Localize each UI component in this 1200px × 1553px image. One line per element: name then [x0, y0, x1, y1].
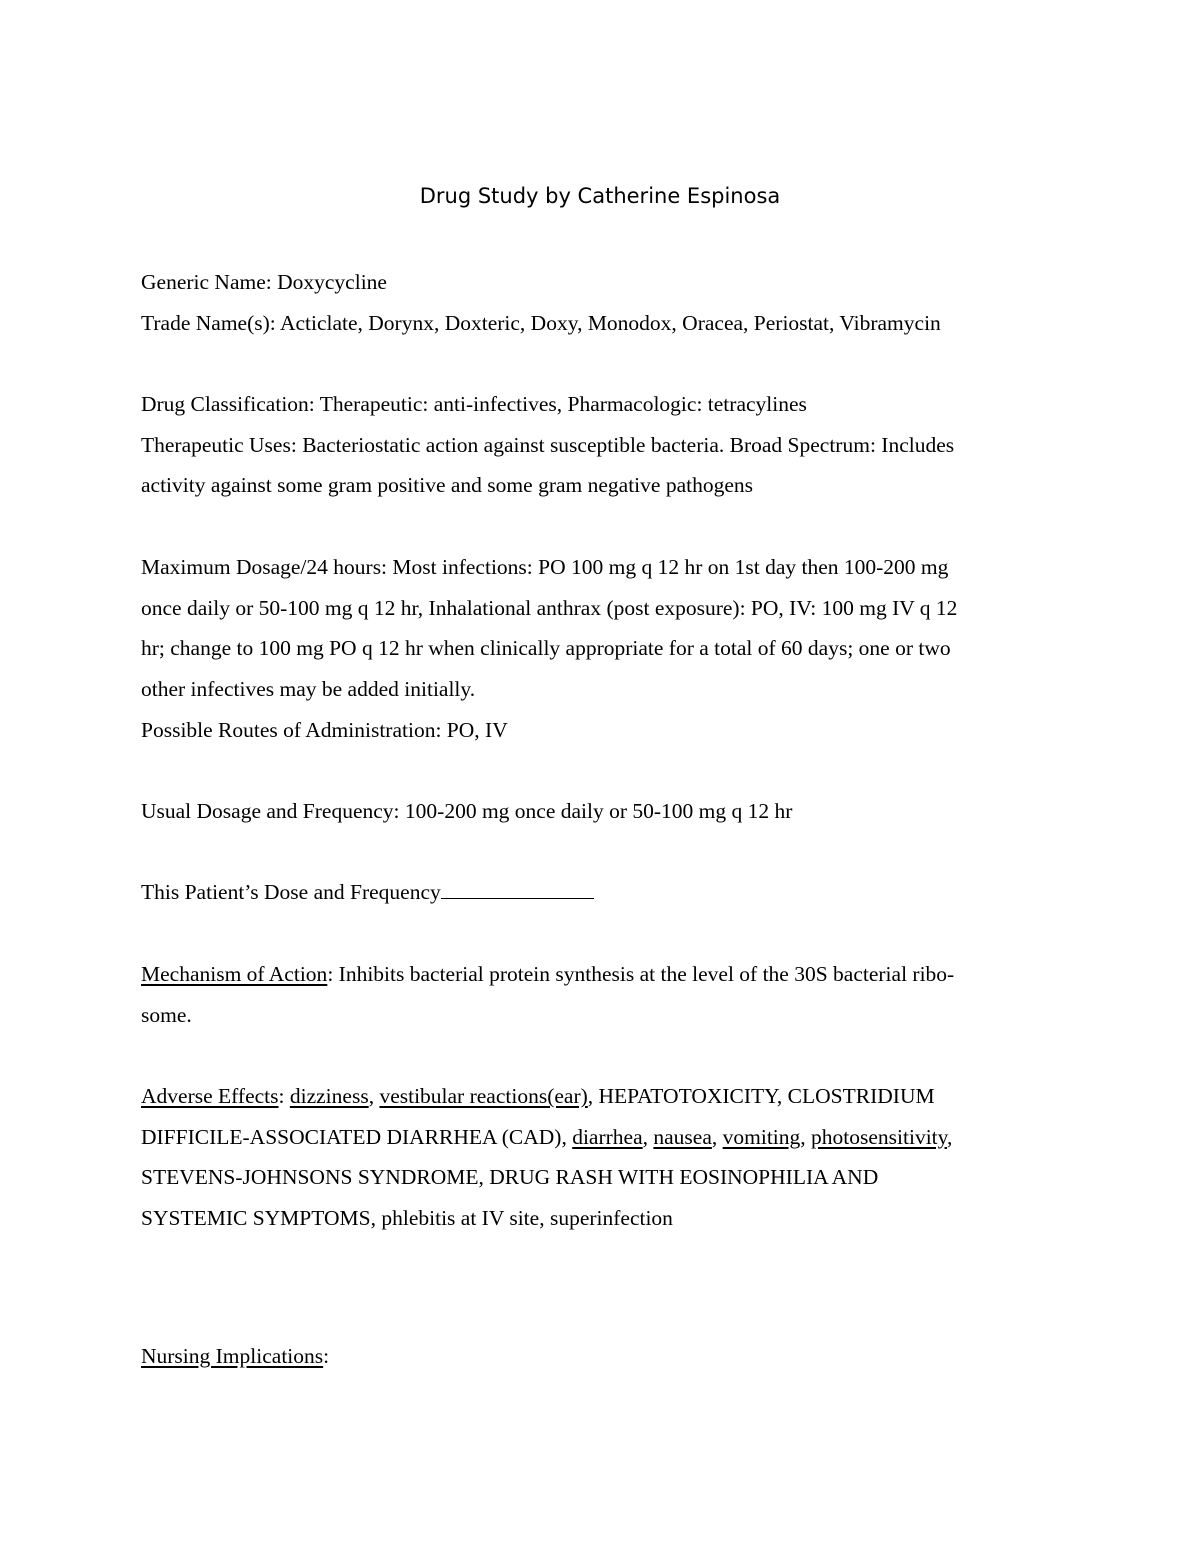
adverse-line-1: Adverse Effects: dizziness, vestibular reactions(ear), HEPATOTOXICITY, CLOSTRIDIUM [141, 1084, 935, 1108]
drug-classification-line: Drug Classification: Therapeutic: anti-infectives, Pharmacologic: tetracylines [141, 392, 807, 416]
document-title: Drug Study by Catherine Espinosa [419, 184, 781, 208]
mechanism-line-2: some. [141, 1002, 192, 1027]
adverse-line-2: DIFFICILE-ASSOCIATED DIARRHEA (CAD), diarrhea, nausea, vomiting, photosensitivity, [141, 1124, 953, 1149]
adverse-line-4: SYSTEMIC SYMPTOMS, phlebitis at IV site, superinfection [141, 1206, 673, 1231]
nursing-line: Nursing Implications: [141, 1344, 330, 1368]
max-dosage-line-3: hr; change to 100 mg PO q 12 hr when clinically appropriate for a total of 60 days; one or two [141, 636, 951, 661]
therapeutic-uses-line: Therapeutic Uses: Bacteriostatic action against susceptible bacteria. Broad Spectrum: Includes [141, 432, 955, 457]
usual-dosage-section [141, 791, 1041, 832]
nursing-section [141, 1336, 1041, 1377]
max-dosage-line-4: other infectives may be added initially. [141, 677, 476, 702]
mechanism-section [141, 954, 1041, 1035]
patient-dose-line: This Patient’s Dose and Frequency [141, 872, 1041, 913]
generic-name-line: Generic Name: Doxycycline [141, 270, 387, 294]
routes-line: Possible Routes of Administration: PO, IV [141, 717, 508, 742]
max-dosage-line-2: once daily or 50-100 mg q 12 hr, Inhalational anthrax (post exposure): PO, IV: 100 mg IV q 12 [141, 595, 958, 620]
trade-names-line: Trade Name(s): Acticlate, Dorynx, Doxteric, Doxy, Monodox, Oracea, Periostat, Vibramycin [141, 310, 941, 335]
mechanism-heading: Mechanism of Action [141, 962, 328, 986]
therapeutic-uses-line-2: activity against some gram positive and some gram negative pathogens [141, 473, 753, 498]
patient-dose-blank[interactable] [441, 880, 594, 899]
usual-dosage-line: Usual Dosage and Frequency: 100-200 mg once daily or 50-100 mg q 12 hr [141, 799, 793, 823]
patient-dose-section [141, 872, 1041, 913]
max-dosage-line-1: Maximum Dosage/24 hours: Most infections: PO 100 mg q 12 hr on 1st day then 100-200 mg [141, 555, 949, 579]
mechanism-line-1: Mechanism of Action: Inhibits bacterial protein synthesis at the level of the 30S bacterial ribo- [141, 962, 955, 986]
classification-section [141, 384, 1041, 506]
adverse-effects-section [141, 1076, 1041, 1239]
adverse-line-3: STEVENS-JOHNSONS SYNDROME, DRUG RASH WITH EOSINOPHILIA AND [141, 1165, 879, 1190]
nursing-heading: Nursing Implications [141, 1344, 324, 1368]
max-dosage-section [141, 547, 1041, 750]
adverse-heading: Adverse Effects [141, 1084, 279, 1108]
names-section [141, 262, 1041, 343]
